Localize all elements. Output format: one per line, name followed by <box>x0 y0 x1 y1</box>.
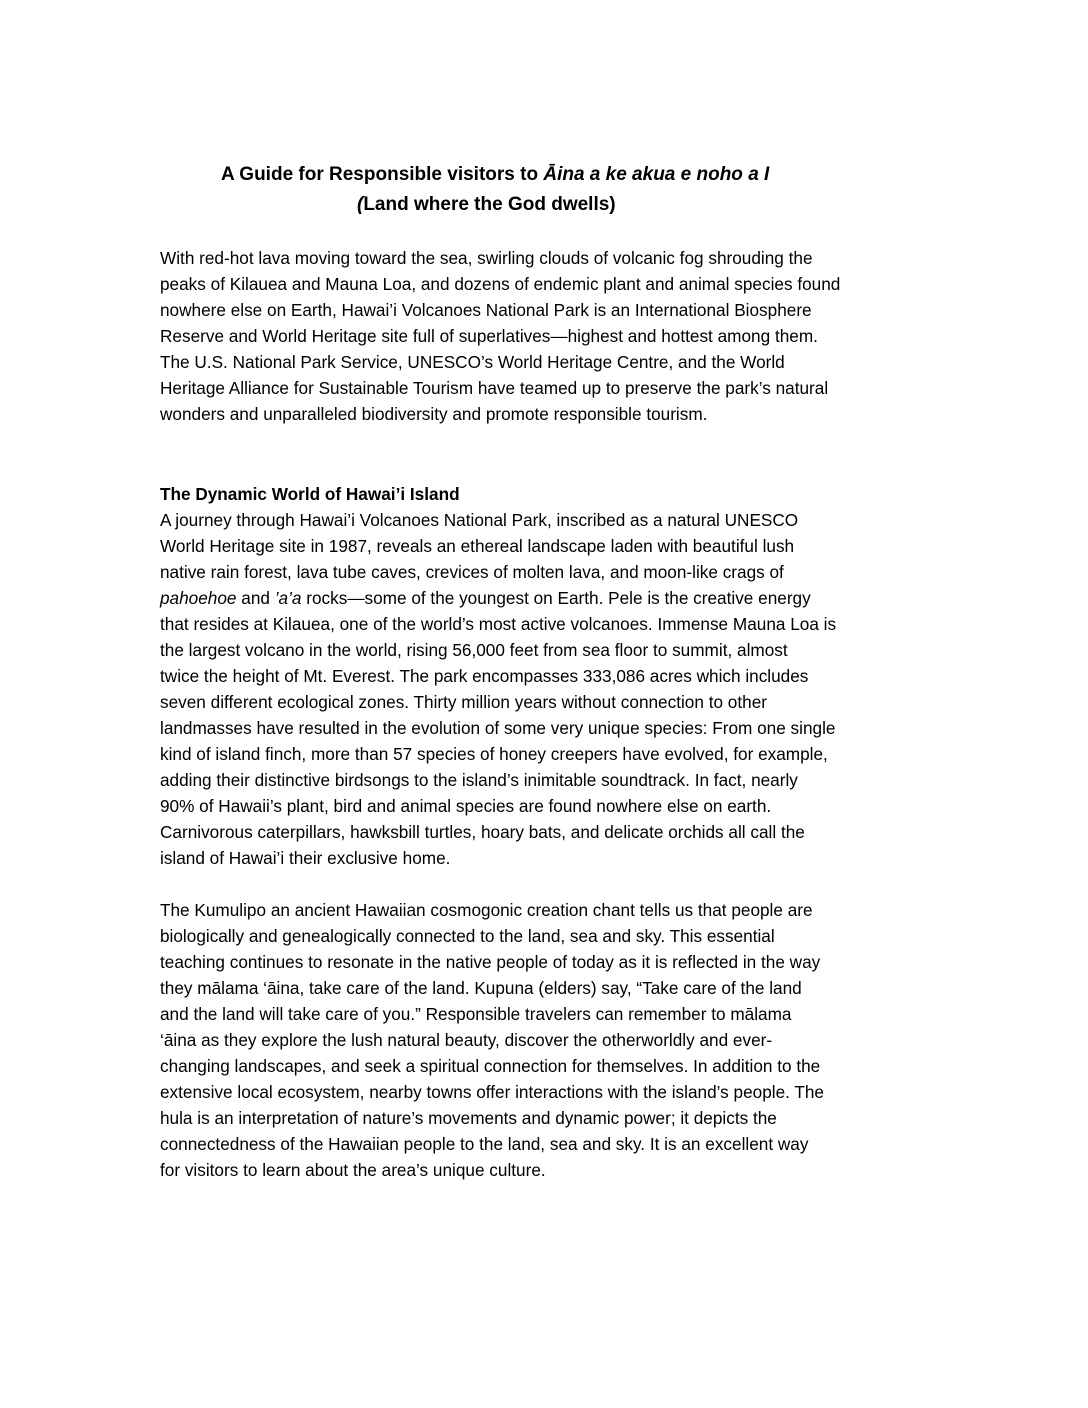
kumulipo-paragraph <box>160 897 824 1183</box>
paragraph-line: changing landscapes, and seek a spiritual connection for themselves. In addition to the <box>160 1056 821 1076</box>
paragraph-line: twice the height of Mt. Everest. The park encompasses 333,086 acres which includes <box>160 666 809 686</box>
title-translation: Land where the God dwells) <box>363 194 616 215</box>
paragraph-line: native rain forest, lava tube caves, crevices of molten lava, and moon-like crags of <box>160 562 784 582</box>
title-open-paren: ( <box>357 194 364 215</box>
paragraph-line: With red-hot lava moving toward the sea, swirling clouds of volcanic fog shrouding the <box>160 248 813 268</box>
paragraph-line: for visitors to learn about the area’s unique culture. <box>160 1160 546 1180</box>
paragraph-line: peaks of Kilauea and Mauna Loa, and dozens of endemic plant and animal species found <box>160 274 841 294</box>
paragraph-line: seven different ecological zones. Thirty million years without connection to other <box>160 692 767 712</box>
paragraph-line <box>160 585 836 611</box>
paragraph-line: kind of island finch, more than 57 species of honey creepers have evolved, for example, <box>160 744 828 764</box>
paragraph-line: nowhere else on Earth, Hawai’i Volcanoes National Park is an International Biosphere <box>160 300 812 320</box>
paragraph-line: they mālama ‘āina, take care of the land. Kupuna (elders) say, “Take care of the land <box>160 978 802 998</box>
dynamic-world-section <box>160 481 836 871</box>
term-aa: ’a’a <box>274 588 302 608</box>
paragraph-line: A journey through Hawai’i Volcanoes National Park, inscribed as a natural UNESCO <box>160 510 799 530</box>
paragraph-line: hula is an interpretation of nature’s movements and dynamic power; it depicts the <box>160 1108 777 1128</box>
paragraph-line: wonders and unparalleled biodiversity and promote responsible tourism. <box>160 404 708 424</box>
paragraph-line: connectedness of the Hawaiian people to the land, sea and sky. It is an excellent way <box>160 1134 809 1154</box>
title-line-1 <box>221 162 769 188</box>
paragraph-line: island of Hawai’i their exclusive home. <box>160 848 451 868</box>
paragraph-line: 90% of Hawaii’s plant, bird and animal species are found nowhere else on earth. <box>160 796 772 816</box>
paragraph-line: and the land will take care of you.” Responsible travelers can remember to mālama <box>160 1004 792 1024</box>
paragraph-line: Carnivorous caterpillars, hawksbill turtles, hoary bats, and delicate orchids all call the <box>160 822 805 842</box>
term-pahoehoe: pahoehoe <box>160 588 237 608</box>
paragraph-line: ‘āina as they explore the lush natural beauty, discover the otherworldly and ever- <box>160 1030 773 1050</box>
paragraph-line: biologically and genealogically connected to the land, sea and sky. This essential <box>160 926 775 946</box>
paragraph-line: that resides at Kilauea, one of the world’s most active volcanoes. Immense Mauna Loa is <box>160 614 837 634</box>
title-prefix: A Guide for Responsible visitors to <box>221 164 544 185</box>
paragraph-line: World Heritage site in 1987, reveals an ethereal landscape laden with beautiful lush <box>160 536 795 556</box>
title-hawaiian-name: Āina a ke akua e noho a I <box>543 164 770 185</box>
paragraph-line: landmasses have resulted in the evolution of some very unique species: From one single <box>160 718 836 738</box>
paragraph-line: The Kumulipo an ancient Hawaiian cosmogonic creation chant tells us that people are <box>160 900 813 920</box>
paragraph-line: teaching continues to resonate in the native people of today as it is reflected in the way <box>160 952 821 972</box>
section-heading: The Dynamic World of Hawai’i Island <box>160 484 460 504</box>
paragraph-line: the largest volcano in the world, rising 56,000 feet from sea floor to summit, almost <box>160 640 788 660</box>
title-line-2 <box>357 192 616 218</box>
paragraph-line: Heritage Alliance for Sustainable Tourism have teamed up to preserve the park’s natural <box>160 378 829 398</box>
intro-paragraph <box>160 245 840 427</box>
line-connector: and <box>236 588 275 608</box>
line-rest: rocks—some of the youngest on Earth. Pele is the creative energy <box>301 588 811 608</box>
paragraph-line: The U.S. National Park Service, UNESCO’s World Heritage Centre, and the World <box>160 352 785 372</box>
paragraph-line: extensive local ecosystem, nearby towns offer interactions with the island’s people. The <box>160 1082 824 1102</box>
paragraph-line: Reserve and World Heritage site full of superlatives—highest and hottest among them. <box>160 326 818 346</box>
paragraph-line: adding their distinctive birdsongs to the island’s inimitable soundtrack. In fact, nearly <box>160 770 798 790</box>
